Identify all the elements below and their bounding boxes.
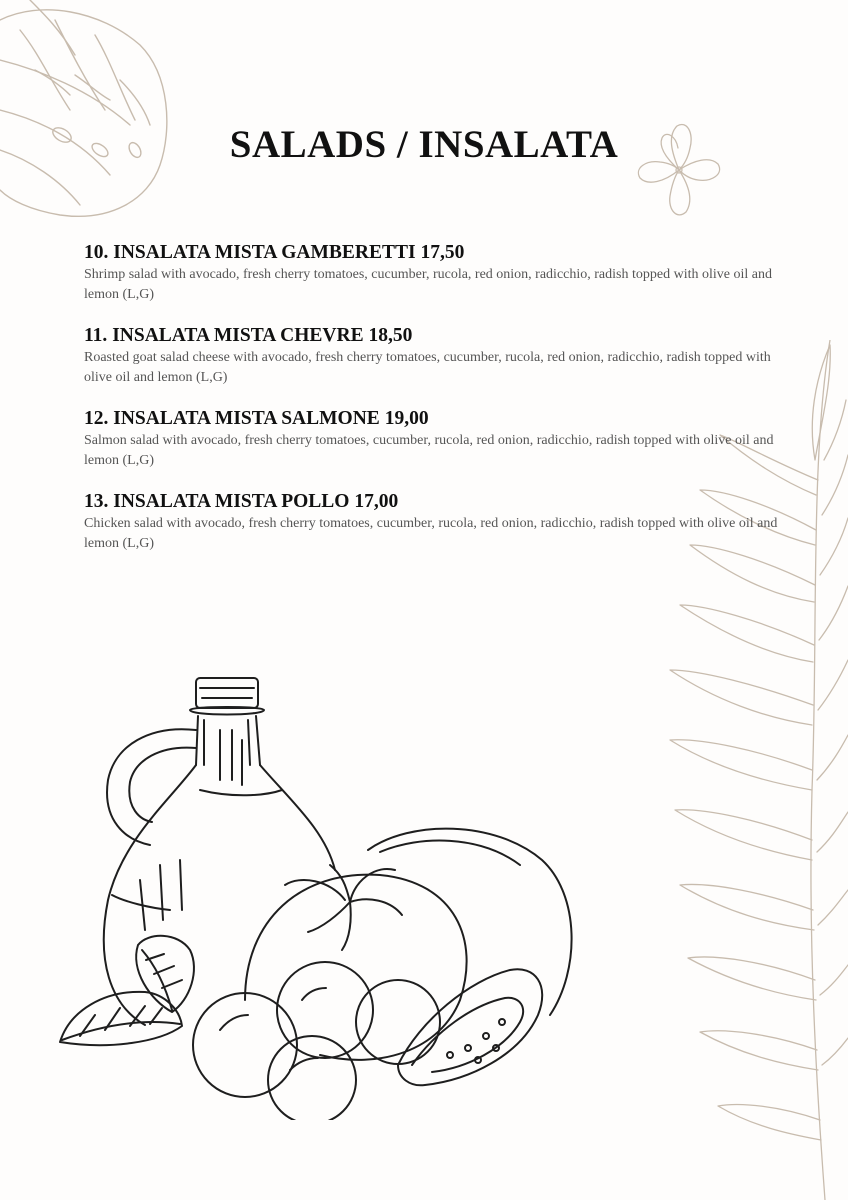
menu-item-heading: [84, 489, 804, 514]
menu-item-number: 12.: [84, 408, 109, 429]
menu-item-name: INSALATA MISTA GAMBERETTI: [113, 242, 416, 263]
menu-item-price: 18,50: [368, 325, 413, 346]
menu-item-number: 10.: [84, 242, 109, 263]
menu-item-heading: [84, 323, 804, 348]
menu-item-name: INSALATA MISTA SALMONE: [113, 408, 380, 429]
menu-item-heading: [84, 240, 804, 265]
menu-item: [84, 489, 804, 553]
menu-item-description: Roasted goat salad cheese with avocado, fresh cherry tomatoes, cucumber, rucola, red onion, radicchio, radish topped with olive oil and lemon (L,G): [84, 350, 771, 385]
menu-item-name: INSALATA MISTA CHEVRE: [112, 325, 364, 346]
menu-item-name: INSALATA MISTA POLLO: [113, 491, 350, 512]
olive-oil-tomato-mozzarella-icon: [50, 670, 590, 1120]
menu-list: [84, 240, 804, 572]
menu-item-description: Chicken salad with avocado, fresh cherry tomatoes, cucumber, rucola, red onion, radicchio, radish topped with olive oil and lemon (L,G): [84, 516, 778, 551]
menu-item-number: 13.: [84, 491, 109, 512]
menu-item: [84, 240, 804, 304]
menu-item: [84, 323, 804, 387]
menu-item-number: 11.: [84, 325, 108, 346]
menu-item-price: 17,00: [354, 491, 399, 512]
menu-item-price: 19,00: [384, 408, 429, 429]
page-title: SALADS / INSALATA: [229, 123, 619, 166]
monstera-leaf-icon: [0, 0, 175, 225]
menu-item-heading: [84, 406, 804, 431]
menu-item-price: 17,50: [420, 242, 465, 263]
menu-item-description: Salmon salad with avocado, fresh cherry tomatoes, cucumber, rucola, red onion, radicchio, radish topped with olive oil and lemon (L,G): [84, 433, 774, 468]
menu-item-description: Shrimp salad with avocado, fresh cherry tomatoes, cucumber, rucola, red onion, radicchio, radish topped with olive oil and lemon (L,G): [84, 267, 772, 302]
menu-item: [84, 406, 804, 470]
